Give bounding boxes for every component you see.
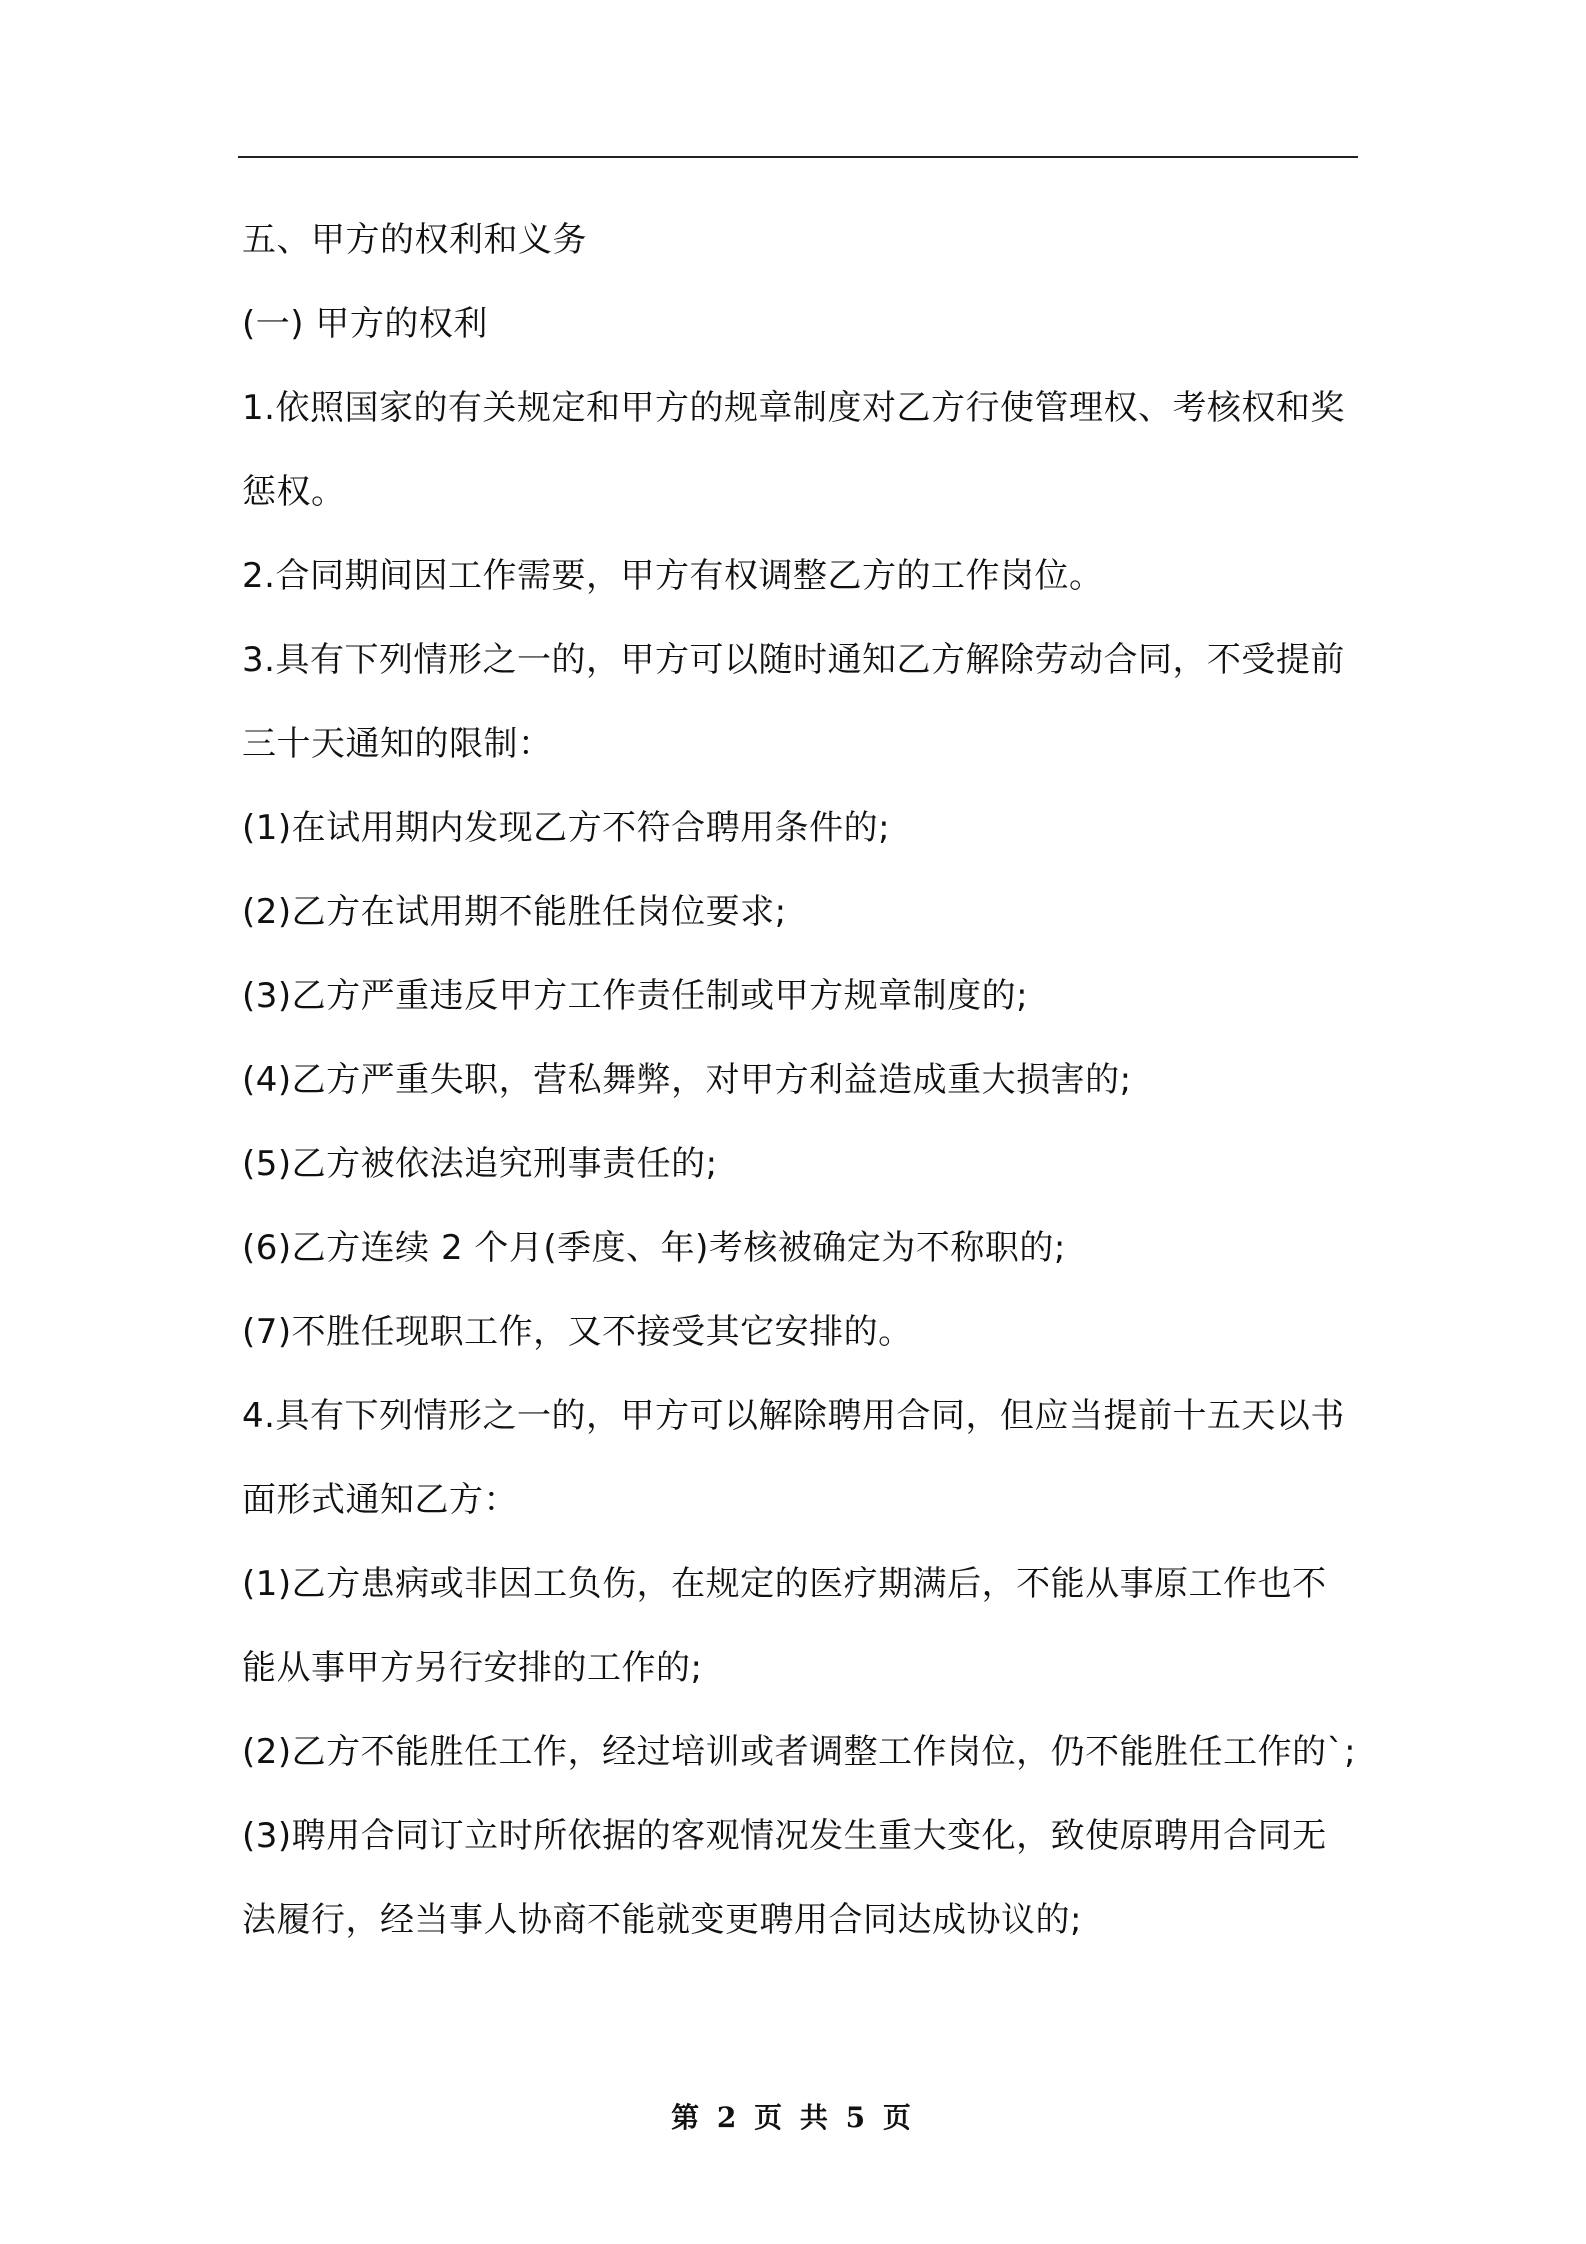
document-body [242, 198, 1357, 1962]
clause-3-item-2: (2)乙方在试用期不能胜任岗位要求; [242, 892, 787, 932]
subsection-heading: (一) 甲方的权利 [242, 304, 488, 344]
section-heading: 五、甲方的权利和义务 [242, 220, 587, 260]
clause-3: 3.具有下列情形之一的，甲方可以随时通知乙方解除劳动合同，不受提前三十天通知的限制： [242, 640, 1345, 764]
clause-3-item-7: (7)不胜任现职工作，又不接受其它安排的。 [242, 1312, 913, 1352]
clause-3-item-4: (4)乙方严重失职，营私舞弊，对甲方利益造成重大损害的; [242, 1060, 1132, 1100]
clause-4: 4.具有下列情形之一的，甲方可以解除聘用合同，但应当提前十五天以书面形式通知乙方： [242, 1396, 1345, 1520]
clause-2: 2.合同期间因工作需要，甲方有权调整乙方的工作岗位。 [242, 556, 1104, 596]
clause-3-item-1: (1)在试用期内发现乙方不符合聘用条件的; [242, 808, 891, 848]
page-number-footer: 第 2 页 共 5 页 [671, 2101, 915, 2134]
clause-3-item-3: (3)乙方严重违反甲方工作责任制或甲方规章制度的; [242, 976, 1029, 1016]
clause-4-item-3: (3)聘用合同订立时所依据的客观情况发生重大变化，致使原聘用合同无法履行，经当事人协商不能就变更聘用合同达成协议的; [242, 1816, 1327, 1940]
clause-4-item-2: (2)乙方不能胜任工作，经过培训或者调整工作岗位，仍不能胜任工作的`; [242, 1732, 1357, 1772]
header-divider [238, 156, 1358, 158]
clause-3-item-5: (5)乙方被依法追究刑事责任的; [242, 1144, 718, 1184]
clause-1: 1.依照国家的有关规定和甲方的规章制度对乙方行使管理权、考核权和奖惩权。 [242, 388, 1345, 512]
clause-3-item-6: (6)乙方连续 2 个月(季度、年)考核被确定为不称职的; [242, 1228, 1066, 1268]
clause-4-item-1: (1)乙方患病或非因工负伤，在规定的医疗期满后，不能从事原工作也不能从事甲方另行安排的工作的; [242, 1564, 1327, 1688]
